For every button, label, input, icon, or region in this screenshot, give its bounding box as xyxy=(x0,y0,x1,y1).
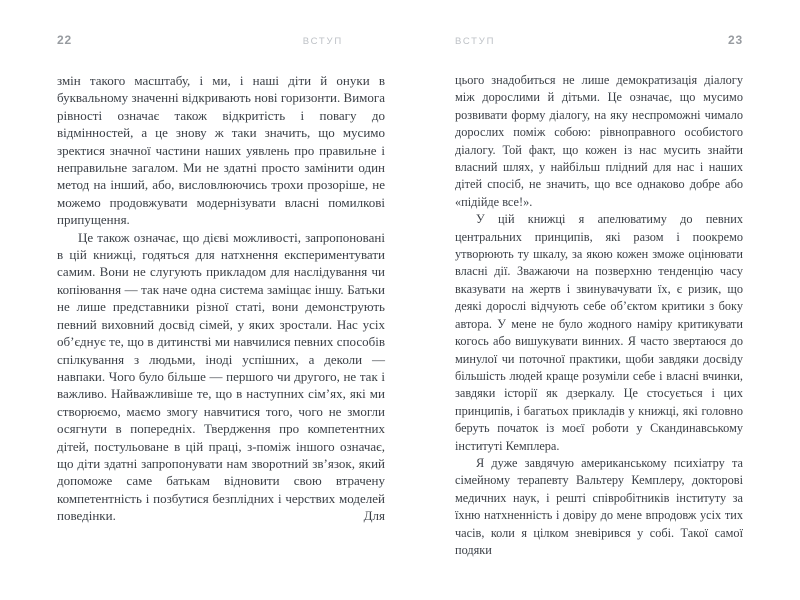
page-text-left xyxy=(57,72,385,525)
paragraph: цього знадобиться не лише демократизація діалогу між дорослими й дітьми. Це означає, що мусимо розвивати форму діалогу, на яку неспроможні чимало дорослих поміж собою: рівноправного особистого діалогу. Той факт, що кожен із нас мусить знайти власний шлях, у найбільш плідний для нас і наших дітей спосіб, не значить, що все однаково добре або «підійде все!». xyxy=(455,73,743,209)
running-head-left: ВСТУП xyxy=(302,36,343,47)
paragraph: змін такого масштабу, і ми, і наші діти й онуки в буквальному значенні відкривають нові горизонти. Вимога рівності означає також відкритість і повагу до відмінностей, а це знову ж таки значить, що мусимо зректися значної частини наших уявлень про правильне і неправильне загалом. Ми не здатні просто замінити один метод на інший, або, висловлюючись трохи прозоріше, не можемо продовжувати модернізувати власні помилкові припущення. xyxy=(57,73,385,228)
page-number-left: 22 xyxy=(57,33,72,47)
page-header-right xyxy=(455,33,743,47)
running-head-right: ВСТУП xyxy=(455,36,496,47)
page-header-left xyxy=(57,33,343,47)
paragraph: Я дуже завдячую американському психіатру та сімейному терапевту Вальтеру Кемплеру, докторові медичних наук, і решті співробітників інституту за їхню натхненність і довіру до мене впродовж усіх тих часів, коли я цілком зневірився у собі. Такої самої подяки xyxy=(455,455,743,557)
page-text-right xyxy=(455,72,743,559)
paragraph: Це також означає, що дієві можливості, запропоновані в цій книжці, годяться для натхнення експериментувати самим. Вони не слугують прикладом для наслідування чи копіювання — так наче одна система заміщає іншу. Батьки не лише представники різної статі, вони демонструють певний виховний досвід сімей, у яких зростали. Нас усіх об’єднує те, що в дитинстві ми навчилися певних способів спілкування з людьми, іноді успішних, а деколи — навпаки. Чого було більше — першого чи другого, не так і важливо. Найважливіше те, що в наступних сім’ях, які ми створюємо, маємо змогу навчитися того, чого не змогли осягнути в попередніх. Твердження про компетентних дітей, постульоване в цій праці, з-поміж іншого означає, що діти здатні запропонувати нам зворотний зв’язок, який допоможе саме батькам відновити свою втрачену компетентність і позбутися безплідних і черствих моделей поведінки. Для xyxy=(57,229,385,524)
paragraph: У цій книжці я апелюватиму до певних центральних принципів, які разом і поокремо утворюють ту шкалу, за якою кожен зможе оцінювати власні дії. Зважаючи на позверхню тенденцію часу вказувати на жертв і звинувачувати їх, є ризик, що деякі дорослі відчують себе об’єктом критики з боку автора. У мене не було жодного наміру критикувати когось або вишукувати винних. Я часто звертаюся до минулої чи поточної практики, щоби завдяки досвіду більшість людей краще розуміли себе і власні вчинки, завдяки історії як дзеркалу. Це стосується і цих принципів, і багатьох прикладів у книжці, які головно беруть початок із моєї роботи у Скандинавському інституті Кемплера. xyxy=(455,212,743,453)
page-number-right: 23 xyxy=(728,33,743,47)
